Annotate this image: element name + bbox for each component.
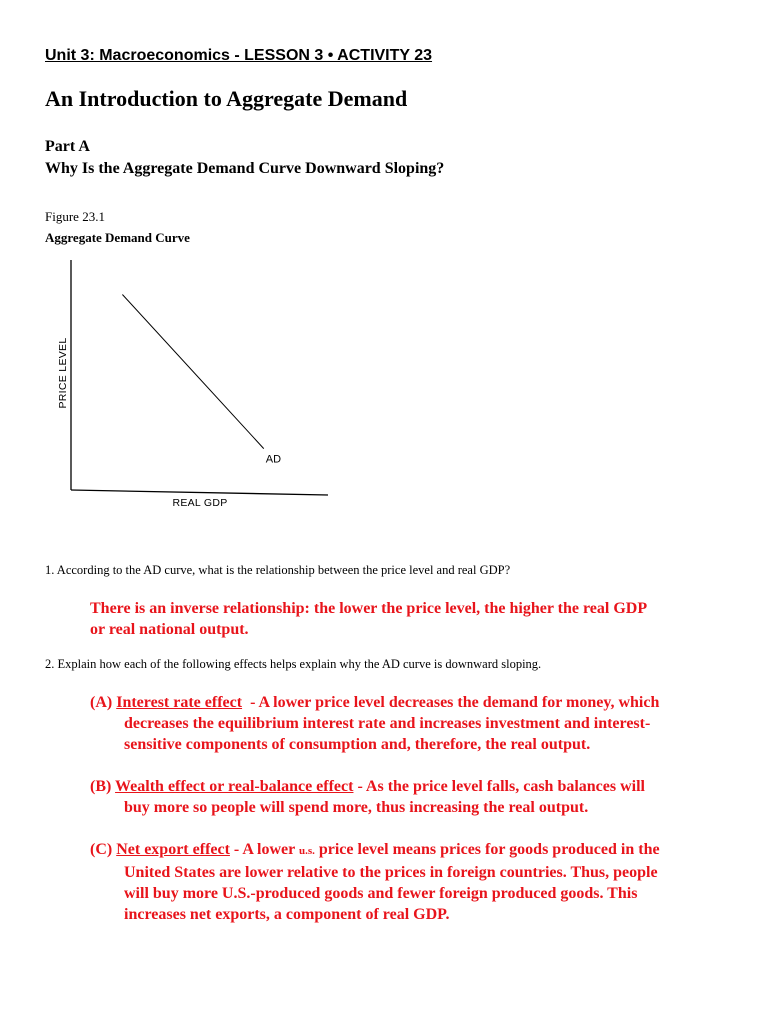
answer-b-line-1-rest: - As the price level falls, cash balances will	[353, 778, 645, 795]
ad-curve-line	[122, 295, 263, 449]
answer-c	[90, 839, 730, 925]
aggregate-demand-chart	[40, 250, 340, 515]
answer-a-line-1-rest: - A lower price level decreases the demand for money, which	[242, 694, 660, 711]
figure-title: Aggregate Demand Curve	[45, 230, 190, 245]
answer-b	[90, 776, 730, 818]
answer-c-line-1-mid: - A lower	[229, 841, 299, 858]
answer-a-term: Interest rate effect	[116, 694, 243, 711]
answer-b-line-1	[90, 776, 730, 797]
x-axis-label: REAL GDP	[172, 497, 228, 509]
lesson-header: Unit 3: Macroeconomics - LESSON 3 • ACTIVITY 23	[45, 47, 433, 64]
y-axis-label: PRICE LEVEL	[57, 337, 69, 409]
answer-c-line-4: increases net exports, a component of real GDP.	[124, 906, 450, 923]
answer-1-line-2: or real national output.	[90, 621, 249, 638]
part-subtitle: Why Is the Aggregate Demand Curve Downward Sloping?	[45, 160, 445, 177]
answer-c-line-2: United States are lower relative to the prices in foreign countries. Thus, people	[124, 864, 658, 881]
x-axis	[71, 490, 328, 495]
answer-a-line-2: decreases the equilibrium interest rate and increases investment and interest-	[124, 715, 651, 732]
page-title: An Introduction to Aggregate Demand	[45, 86, 408, 111]
answer-1-line-1: There is an inverse relationship: the lower the price level, the higher the real GDP	[90, 600, 648, 617]
answer-c-line-1-rest: price level means prices for goods produced in the	[314, 841, 660, 858]
answer-b-line-2: buy more so people will spend more, thus increasing the real output.	[124, 799, 589, 816]
answer-a-prefix: (A)	[90, 694, 117, 711]
answer-c-us: u.s.	[298, 845, 315, 857]
answer-a-line-1	[90, 692, 730, 713]
answer-c-line-3: will buy more U.S.-produced goods and fewer foreign produced goods. This	[124, 885, 638, 902]
answer-b-prefix: (B)	[90, 778, 116, 795]
question-2: 2. Explain how each of the following effects helps explain why the AD curve is downward sloping.	[45, 657, 542, 671]
answer-a	[90, 692, 730, 755]
answer-a-line-3: sensitive components of consumption and, therefore, the real output.	[124, 736, 591, 753]
question-1: 1. According to the AD curve, what is the relationship between the price level and real GDP?	[45, 563, 511, 577]
answer-c-prefix: (C)	[90, 841, 117, 858]
ad-curve-label: AD	[265, 453, 282, 466]
answer-c-term: Net export effect	[116, 841, 230, 858]
answer-b-term: Wealth effect or real-balance effect	[115, 778, 354, 795]
figure-number: Figure 23.1	[45, 209, 105, 224]
answer-c-line-1	[90, 839, 730, 862]
answer-1	[90, 598, 730, 640]
part-heading: Part A	[45, 138, 90, 155]
